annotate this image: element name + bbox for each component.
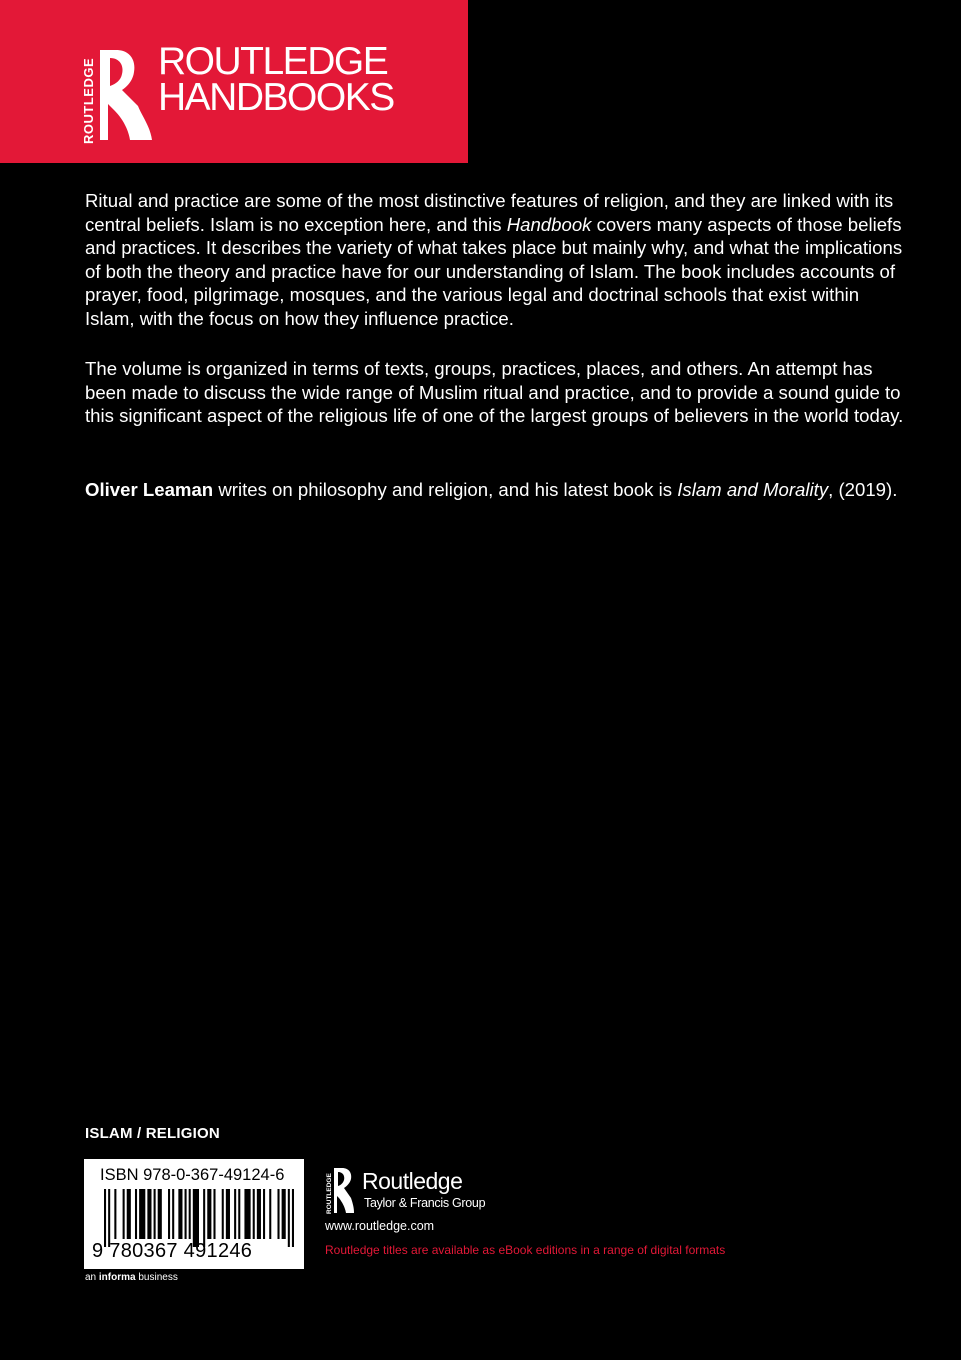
publisher-logo-vertical-text: ROUTLEDGE — [326, 1173, 333, 1214]
barcode-bar — [203, 1189, 205, 1247]
barcode-bar — [168, 1189, 170, 1239]
barcode-bar — [154, 1189, 156, 1239]
series-title-line2: HANDBOOKS — [158, 76, 394, 119]
series-title — [158, 40, 394, 119]
publisher-name: Routledge — [362, 1168, 463, 1194]
barcode-bar — [139, 1189, 145, 1239]
routledge-profile-logo-icon — [80, 44, 154, 144]
barcode-bar — [158, 1189, 162, 1239]
barcode-bar — [234, 1189, 236, 1239]
isbn-barcode — [84, 1159, 304, 1269]
barcode-bar — [104, 1189, 106, 1247]
barcode-bar — [238, 1189, 240, 1239]
barcode-bar — [244, 1189, 250, 1239]
barcode-bar — [292, 1189, 294, 1247]
barcode-bars — [104, 1189, 294, 1247]
barcode-bar — [135, 1189, 137, 1239]
series-title-line1: ROUTLEDGE — [158, 40, 388, 83]
publisher-url[interactable]: www.routledge.com — [325, 1219, 435, 1233]
barcode-bar — [178, 1189, 182, 1239]
isbn-label: ISBN 978-0-367-49124-6 — [100, 1166, 285, 1184]
barcode-bar — [189, 1189, 191, 1239]
barcode-bar — [257, 1189, 261, 1239]
ebook-availability-note: Routledge titles are available as eBook editions in a range of digital formats — [325, 1243, 726, 1257]
series-banner — [0, 0, 468, 163]
barcode-bar — [253, 1189, 255, 1239]
logo-vertical-text: ROUTLEDGE — [81, 57, 96, 144]
barcode-bar — [185, 1189, 187, 1239]
barcode-bar — [263, 1189, 265, 1239]
barcode-bar — [282, 1189, 286, 1239]
barcode-bar — [226, 1189, 230, 1239]
barcode-bar — [172, 1189, 174, 1239]
author-latest-book: Islam and Morality — [677, 479, 829, 500]
barcode-bar — [127, 1189, 131, 1239]
barcode-digits: 9 780367 491246 — [92, 1240, 253, 1262]
barcode-bar — [269, 1189, 271, 1239]
barcode-bar — [288, 1189, 290, 1247]
description-paragraph-2: The volume is organized in terms of texts, groups, practices, places, and others. An attempt has been made to discuss the wide range of Muslim ritual and practice, and to provide a sound guide to this significant aspect of the religious life of one of the largest groups of believers in the world today. — [85, 358, 904, 426]
barcode-bar — [207, 1189, 211, 1239]
author-bio: Oliver Leaman writes on philosophy and religion, and his latest book is Islam and Morality, (2019). — [85, 479, 898, 500]
barcode-bar — [123, 1189, 125, 1239]
barcode-bar — [222, 1189, 224, 1239]
barcode-bar — [193, 1189, 199, 1247]
barcode-bar — [114, 1189, 116, 1239]
author-name: Oliver Leaman — [85, 479, 214, 500]
publisher-group: Taylor & Francis Group — [364, 1196, 486, 1210]
barcode-bar — [147, 1189, 151, 1239]
informa-business-line: an informa business — [85, 1272, 178, 1283]
description-paragraph-1: Ritual and practice are some of the most distinctive features of religion, and they are linked with its central beliefs. Islam is no exception here, and this Handbook covers many aspects of those beliefs and practices. It describes the variety of what takes place but mainly why, and what the implications of both the theory and practice have for our understanding of Islam. The book includes accounts of prayer, food, pilgrimage, mosques, and the various legal and doctrinal schools that exist within Islam, with the focus on how they influence practice. — [85, 190, 903, 329]
barcode-bar — [108, 1189, 110, 1247]
barcode-bar — [277, 1189, 279, 1239]
subject-category: ISLAM / RELIGION — [85, 1125, 220, 1142]
barcode-bar — [213, 1189, 215, 1239]
publisher-logo-icon — [324, 1166, 354, 1214]
